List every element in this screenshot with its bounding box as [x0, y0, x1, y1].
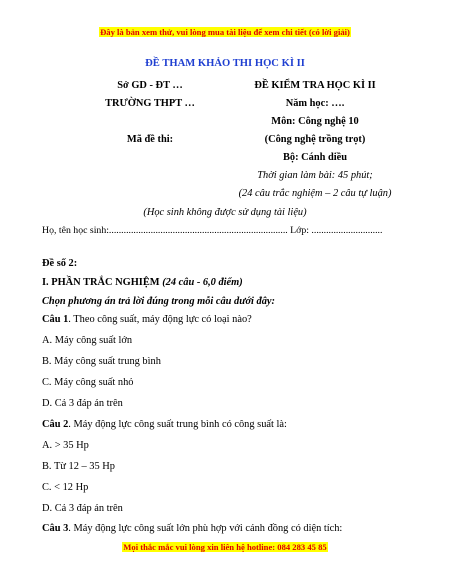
option-a: A. Máy công suất lớn [42, 335, 133, 346]
time-limit: Thời gian làm bài: 45 phút; [257, 170, 373, 181]
question-2 [42, 418, 287, 431]
page-title: ĐỀ THAM KHẢO THI HỌC KÌ II [145, 58, 305, 69]
hotline-banner: Mọi thắc mắc vui lòng xin liên hệ hotline: 084 283 45 85 [123, 542, 327, 552]
top-banner: Đây là bản xem thử, vui lòng mua tài liệu để xem chi tiết (có lời giải) [100, 27, 350, 37]
section-heading [42, 276, 243, 289]
question-number: Câu 1 [42, 314, 69, 325]
section-title: I. PHẦN TRẮC NGHIỆM [42, 277, 160, 288]
section-score: (24 câu - 6,0 điểm) [162, 277, 243, 288]
no-materials-note: (Học sinh không được sử dụng tài liệu) [143, 207, 307, 218]
question-count: (24 câu trắc nghiệm – 2 câu tự luận) [238, 188, 392, 199]
subject-detail: (Công nghệ trồng trọt) [264, 134, 366, 145]
option-c: C. < 12 Hp [42, 482, 89, 493]
subject: Môn: Công nghệ 10 [271, 116, 359, 127]
question-number: Câu 3 [42, 523, 69, 534]
option-c: C. Máy công suất nhỏ [42, 377, 134, 388]
question-number: Câu 2 [42, 419, 69, 430]
student-info-line: Họ, tên học sinh:......................................................................... Lớp: ............................. [42, 225, 383, 236]
option-b: B. Máy công suất trung bình [42, 356, 161, 367]
top-banner-wrap [0, 22, 450, 40]
option-b: B. Từ 12 – 35 Hp [42, 461, 115, 472]
exam-number: Đề số 2: [42, 258, 78, 269]
dept-name: Sở GD - ĐT … [117, 80, 183, 91]
option-d: D. Cả 3 đáp án trên [42, 503, 123, 514]
question-1 [42, 313, 252, 326]
school-name: TRƯỜNG THPT … [105, 98, 195, 109]
school-year: Năm học: …. [285, 98, 345, 109]
book-series: Bộ: Cánh diều [282, 152, 348, 163]
exam-code-label: Mã đề thi: [126, 134, 174, 145]
option-d: D. Cả 3 đáp án trên [42, 398, 123, 409]
question-text: . Theo công suất, máy động lực có loại nào? [68, 314, 252, 325]
question-3 [42, 522, 342, 535]
exam-name: ĐỀ KIỂM TRA HỌC KÌ II [254, 80, 376, 91]
bottom-banner-wrap [0, 537, 450, 555]
question-text: . Máy động lực công suất lớn phù hợp với cánh đồng có diện tích: [68, 523, 343, 534]
question-text: . Máy động lực công suất trung bình có công suất là: [68, 419, 287, 430]
section-instruction: Chọn phương án trả lời đúng trong mỗi câu dưới đây: [42, 296, 276, 307]
option-a: A. > 35 Hp [42, 440, 89, 451]
